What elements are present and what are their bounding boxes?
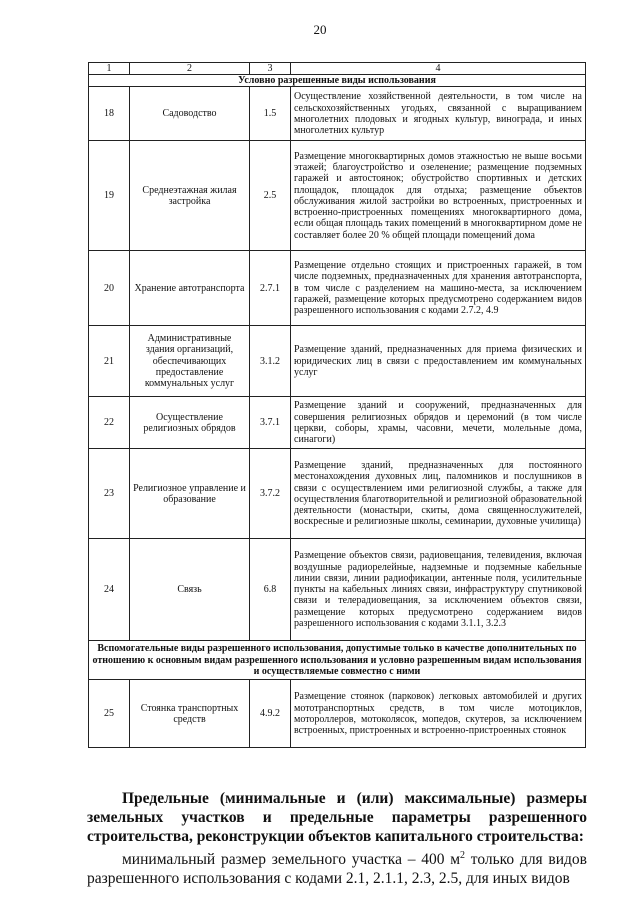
table-row [89, 251, 586, 326]
text-suffix: только для видов разрешенного использования с кодами 2.1, 2.1.1, 2.3, 2.5, для иных видов [87, 851, 587, 888]
row-code: 3.7.2 [250, 449, 291, 539]
row-number: 20 [89, 251, 130, 326]
minimum-plot-size-text [87, 846, 587, 888]
row-number: 18 [89, 87, 130, 141]
row-description: Размещение многоквартирных домов этажностью не выше восьми этажей; благоустройство и озеленение; размещение подземных гаражей и автостоянок; обустройство спортивных и детских площадок, площадок для отдыха; размещение объектов обслуживания жилой застройки во встроенных, пристроенных и встроенно-пристроенных помещениях многоквартирного дома, если общая площадь таких помещений в многоквартирном доме не составляет более 20 % общей площади помещений дома [291, 141, 586, 251]
row-number: 19 [89, 141, 130, 251]
row-description: Размещение зданий, предназначенных для постоянного местонахождения духовных лиц, паломников и послушников в связи с осуществлением ими религиозной службы, а также для осуществления благотворительной и религиозной образовательной деятельности (монастыри, скиты, дома священнослужителей, воскресные и религиозные школы, семинарии, духовные училища) [291, 449, 586, 539]
page-number: 20 [313, 22, 327, 37]
row-code: 3.1.2 [250, 326, 291, 397]
row-code: 2.5 [250, 141, 291, 251]
row-description: Размещение зданий и сооружений, предназначенных для совершения религиозных обрядов и церемоний (в том числе церкви, соборы, храмы, часовни, мечети, молельные дома, синагоги) [291, 397, 586, 449]
row-name: Религиозное управление и образование [130, 449, 250, 539]
row-number: 25 [89, 680, 130, 748]
table-row [89, 539, 586, 641]
header-cell: 4 [291, 63, 586, 75]
section-row [89, 641, 586, 680]
table-row [89, 680, 586, 748]
row-code: 2.7.1 [250, 251, 291, 326]
table-row [89, 87, 586, 141]
table-row [89, 397, 586, 449]
section-row [89, 75, 586, 87]
land-use-table [88, 62, 586, 748]
row-description: Осуществление хозяйственной деятельности, в том числе на сельскохозяйственных угодьях, связанной с выращиванием многолетних плодовых и ягодных культур, винограда, и иных многолетних культур [291, 87, 586, 141]
table-row [89, 449, 586, 539]
parameters-heading: Предельные (минимальные и (или) максимальные) размеры земельных участков и предельные параметры разрешенного строительства, реконструкции объектов капитального строительства: [87, 790, 587, 845]
row-code: 3.7.1 [250, 397, 291, 449]
row-description: Размещение стоянок (парковок) легковых автомобилей и других мототранспортных средств, в том числе мотоциклов, мотороллеров, мотоколясок, мопедов, скутеров, за исключением встроенных, пристроенных и встроенно-пристроенных стоянок [291, 680, 586, 748]
header-cell: 1 [89, 63, 130, 75]
row-code: 1.5 [250, 87, 291, 141]
row-name: Связь [130, 539, 250, 641]
row-name: Садоводство [130, 87, 250, 141]
text-prefix: минимальный размер земельного участка – 400 м [122, 851, 461, 869]
row-name: Стоянка транспортных средств [130, 680, 250, 748]
row-number: 23 [89, 449, 130, 539]
row-number: 21 [89, 326, 130, 397]
section-title-auxiliary: Вспомогательные виды разрешенного использования, допустимые только в качестве дополнительных по отношению к основным видам разрешенного использования и условно разрешенным видам использования и осуществляемые совместно с ними [89, 641, 586, 680]
section-title-conditional: Условно разрешенные виды использования [89, 75, 586, 87]
row-code: 4.9.2 [250, 680, 291, 748]
row-name: Хранение автотранспорта [130, 251, 250, 326]
row-name: Среднеэтажная жилая застройка [130, 141, 250, 251]
header-cell: 2 [130, 63, 250, 75]
row-name: Административные здания организаций, обеспечивающих предоставление коммунальных услуг [130, 326, 250, 397]
header-cell: 3 [250, 63, 291, 75]
row-description: Размещение отдельно стоящих и пристроенных гаражей, в том числе подземных, предназначенных для хранения автотранспорта, в том числе с разделением на машино-места, за исключением гаражей, размещение которых предусмотрено содержанием видов разрешенного использования с кодами 2.7.2, 4.9 [291, 251, 586, 326]
table-row [89, 141, 586, 251]
table-row [89, 326, 586, 397]
row-description: Размещение зданий, предназначенных для приема физических и юридических лиц в связи с предоставлением им коммунальных услуг [291, 326, 586, 397]
row-name: Осуществление религиозных обрядов [130, 397, 250, 449]
row-number: 24 [89, 539, 130, 641]
table-header-row [89, 63, 586, 75]
row-code: 6.8 [250, 539, 291, 641]
superscript-unit: 2 [460, 850, 466, 861]
row-description: Размещение объектов связи, радиовещания, телевидения, включая воздушные радиорелейные, надземные и подземные кабельные линии связи, линии радиофикации, антенные поля, усилительные пункты на кабельных линиях связи, инфраструктуру спутниковой связи и телерадиовещания, за исключением объектов связи, размещение которых предусмотрено содержанием видов разрешенного использования с кодами 3.1.1, 3.2.3 [291, 539, 586, 641]
row-number: 22 [89, 397, 130, 449]
